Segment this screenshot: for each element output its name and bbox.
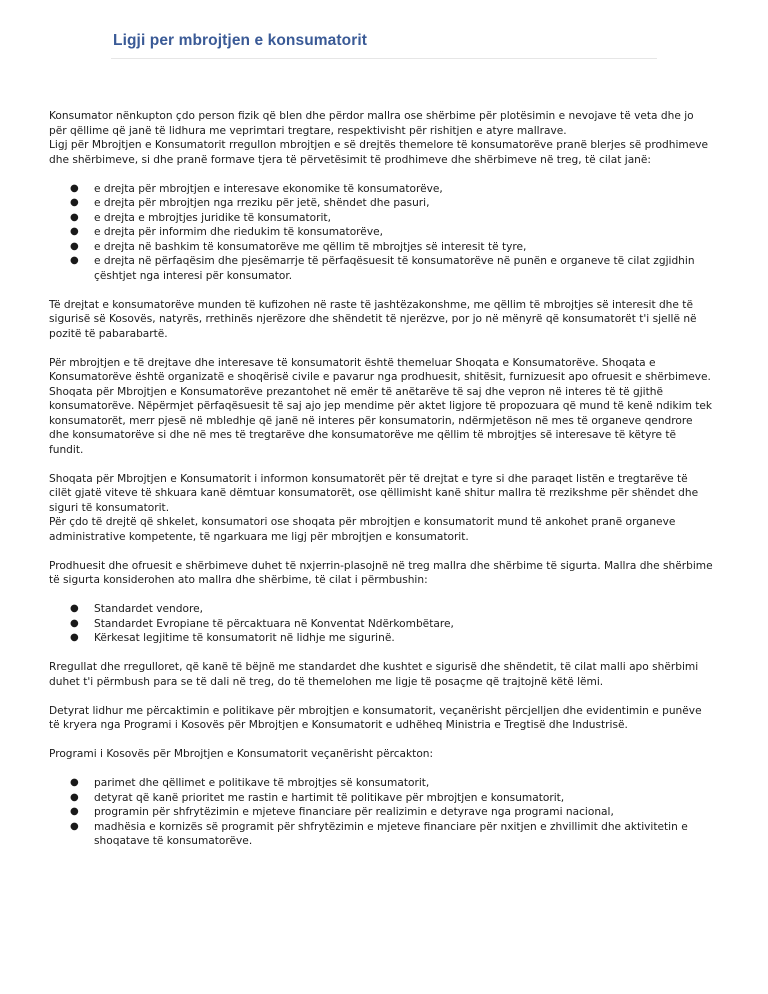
list-item	[49, 776, 713, 791]
paragraph-spacer	[49, 544, 713, 559]
list-item-text: Standardet vendore,	[94, 603, 203, 615]
bullet-icon: ●	[70, 806, 79, 817]
list-item-text: e drejta e mbrojtjes juridike të konsumatorit,	[94, 211, 331, 224]
list-item	[49, 240, 713, 255]
paragraph: Programi i Kosovës për Mbrojtjen e Konsumatorit veçanërisht përcakton:	[49, 748, 434, 760]
bullet-icon: ●	[70, 603, 79, 614]
list-item-text: madhësia e kornizës së programit për shfrytëzimin e mjeteve financiare për nxitjen e zhvillimit dhe aktivitetin e shoqatave të konsumatorëve.	[94, 820, 688, 847]
list-item-text: e drejta në bashkim të konsumatorëve me qëllim të mbrojtjes së interesit të tyre,	[94, 240, 527, 253]
bullet-list	[49, 776, 713, 849]
paragraph-spacer	[49, 283, 713, 298]
paragraph-spacer	[49, 762, 713, 777]
paragraph: Për çdo të drejtë që shkelet, konsumatori ose shoqata për mbrojtjen e konsumatorit mund të ankohet pranë organeve administrative kompetente, të ngarkuara me ligj për mbrojtjen e konsumatorit.	[49, 516, 676, 543]
paragraph: Të drejtat e konsumatorëve munden të kufizohen në raste të jashtëzakonshme, me qëllim të mbrojtjes së interesit dhe të sigurisë së Kosovës, natyrës, rrethinës njerëzore dhe shëndetit të njerëzve, por jo në mënyrë që konsumatorët t'i sjellë në pozitë të pabarabartë.	[49, 298, 697, 340]
bullet-icon: ●	[70, 255, 79, 266]
list-item-text: Standardet Evropiane të përcaktuara në Konventat Ndërkombëtare,	[94, 617, 454, 630]
document-body	[49, 109, 713, 849]
list-item-text: e drejta për informim dhe riedukim të konsumatorëve,	[94, 226, 383, 238]
list-item	[49, 196, 713, 211]
list-item	[49, 805, 713, 820]
bullet-icon: ●	[70, 211, 79, 223]
paragraph-spacer	[49, 733, 713, 748]
paragraph: Prodhuesit dhe ofruesit e shërbimeve duhet të nxjerrin-plasojnë në treg mallra dhe shërbime të sigurta. Mallra dhe shërbime të sigurta konsiderohen ato mallra dhe shërbime, të cilat i përmbushin:	[49, 559, 713, 586]
paragraph-spacer	[49, 689, 713, 704]
paragraph-spacer	[49, 588, 713, 603]
paragraph: Ligj për Mbrojtjen e Konsumatorit rregullon mbrojtjen e së drejtës themelore të konsumatorëve pranë blerjes së prodhimeve dhe shërbimeve, si dhe pranë formave tjera të përvetësimit të prodhimeve dhe shërbimeve në treg, të cilat janë:	[49, 139, 709, 166]
list-item	[49, 211, 713, 226]
list-item-text: parimet dhe qëllimet e politikave të mbrojtjes së konsumatorit,	[94, 777, 430, 789]
paragraph: Rregullat dhe rregulloret, që kanë të bëjnë me standardet dhe kushtet e sigurisë dhe shëndetit, të cilat malli apo shërbimi duhet t'i përmbush para se të dali në treg, do të themelohen me ligje të posaçme që trajtojnë këtë lëmi.	[49, 661, 699, 688]
list-item-text: detyrat që kanë prioritet me rastin e hartimit të politikave për mbrojtjen e konsumatorit,	[94, 791, 565, 804]
list-item-text: Kërkesat legjitime të konsumatorit në lidhje me sigurinë.	[94, 632, 395, 644]
list-item	[49, 820, 713, 849]
bullet-icon: ●	[70, 820, 79, 832]
bullet-icon: ●	[70, 632, 79, 643]
paragraph: Konsumator nënkupton çdo person fizik që blen dhe përdor mallra ose shërbime për plotësimin e nevojave të veta dhe jo për qëllime që janë të lidhura me veprimtari tregtare, respektivisht për rishitjen e atyre mallrave.	[49, 110, 694, 137]
bullet-icon: ●	[70, 791, 79, 803]
bullet-icon: ●	[70, 617, 79, 629]
bullet-icon: ●	[70, 197, 79, 208]
title-divider	[111, 58, 657, 59]
bullet-list	[49, 182, 713, 284]
list-item	[49, 254, 713, 283]
list-item-text: programin për shfrytëzimin e mjeteve financiare për realizimin e detyrave nga programi nacional,	[94, 806, 614, 818]
list-item-text: e drejta në përfaqësim dhe pjesëmarrje të përfaqësuesit të konsumatorëve në punën e organeve të cilat zgjidhin çështjet nga interesi për konsumator.	[94, 255, 695, 282]
list-item	[49, 602, 713, 617]
page-title: Ligji per mbrojtjen e konsumatorit	[113, 32, 368, 49]
list-item	[49, 225, 713, 240]
paragraph: Për mbrojtjen e të drejtave dhe interesave të konsumatorit është themeluar Shoqata e Konsumatorëve. Shoqata e Konsumatorëve është organizatë e shoqërisë civile e pavarur nga prodhuesit, shitësit, furnizuesit apo ofruesit e shërbimeve. Shoqata për Mbrojtjen e Konsumatorëve prezantohet në emër të anëtarëve të saj dhe vepron në interes të të gjithë konsumatorëve. Nëpërmjet përfaqësuesit të saj ajo jep mendime për aktet ligjore të propozuara që mund të kenë ndikim tek konsumatorët, merr pjesë në mbledhje që janë në interes për konsumatorin, ndërmjetëson në mes të organeve qendrore dhe konsumatorëve si dhe në mes të tregtarëve dhe konsumatorëve me qëllim të mbrojtjes së interesave të këtyre të fundit.	[49, 356, 713, 456]
bullet-icon: ●	[70, 777, 79, 788]
list-item	[49, 617, 713, 632]
bullet-icon: ●	[70, 240, 79, 252]
paragraph-spacer	[49, 341, 713, 356]
list-item	[49, 182, 713, 197]
bullet-list	[49, 602, 713, 646]
bullet-icon: ●	[70, 182, 79, 194]
paragraph: Shoqata për Mbrojtjen e Konsumatorit i informon konsumatorët për të drejtat e tyre si dhe paraqet listën e tregtarëve të cilët gjatë viteve të shkuara kanë dëmtuar konsumatorët, ose qëllimisht kanë shitur mallra të rrezikshme për shëndet dhe siguri të konsumatorit.	[49, 472, 699, 514]
paragraph-spacer	[49, 167, 713, 182]
paragraph-spacer	[49, 457, 713, 472]
list-item	[49, 791, 713, 806]
list-item-text: e drejta për mbrojtjen nga rreziku për jetë, shëndet dhe pasuri,	[94, 197, 430, 209]
paragraph-spacer	[49, 646, 713, 661]
list-item	[49, 631, 713, 646]
bullet-icon: ●	[70, 226, 79, 237]
paragraph: Detyrat lidhur me përcaktimin e politikave për mbrojtjen e konsumatorit, veçanërisht përcjelljen dhe evidentimin e punëve të kryera nga Programi i Kosovës për Mbrojtjen e Konsumatorit e udhëheq Ministria e Tregtisë dhe Industrisë.	[49, 704, 702, 731]
list-item-text: e drejta për mbrojtjen e interesave ekonomike të konsumatorëve,	[94, 182, 443, 195]
